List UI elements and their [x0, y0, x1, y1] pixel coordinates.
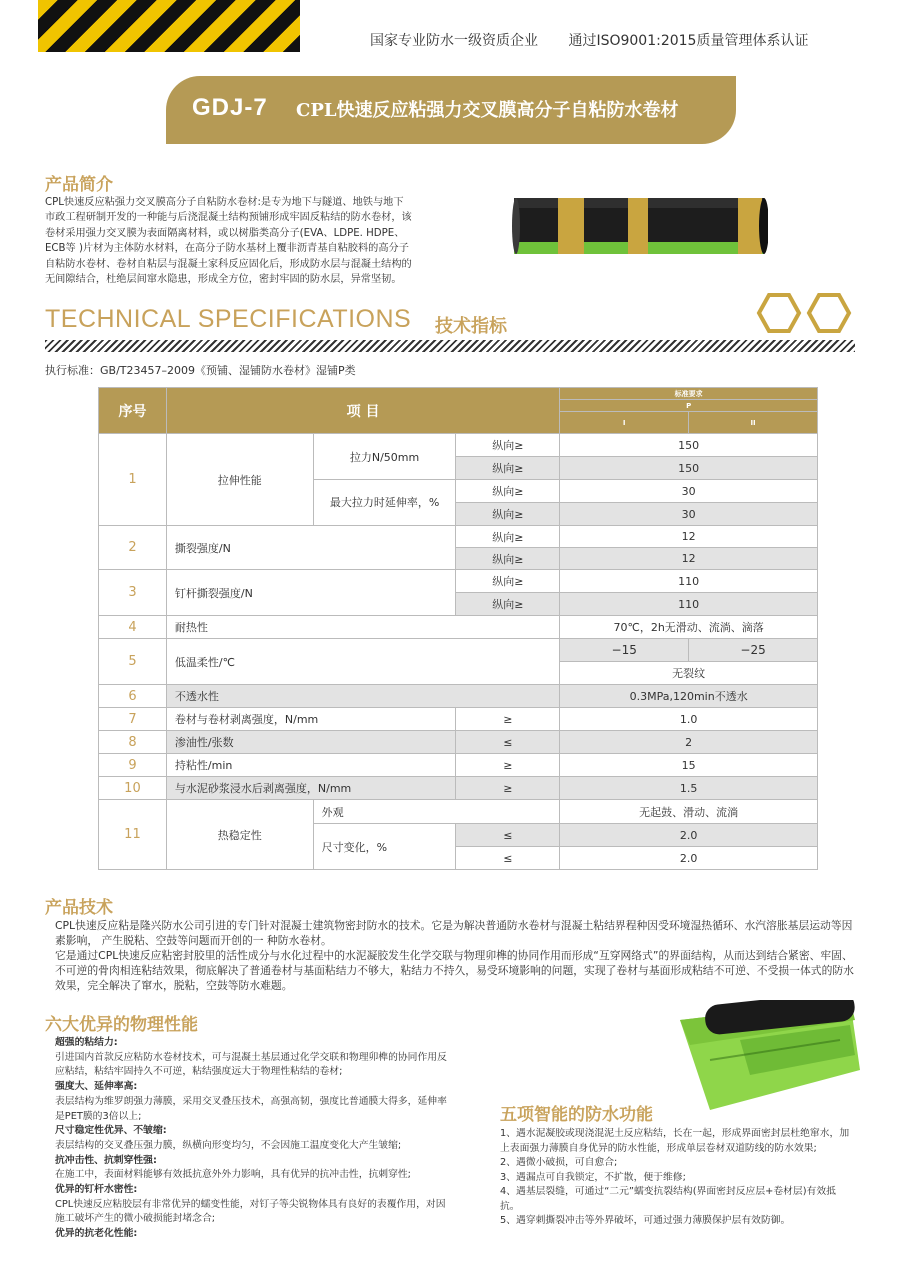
row-value: 110	[560, 593, 818, 616]
row-no: 10	[99, 777, 167, 800]
row-name: 热稳定性	[166, 800, 313, 870]
ptech-text	[55, 918, 855, 993]
row-name: 与水泥砂浆浸水后剥离强度，N/mm	[166, 777, 456, 800]
row-direction: 纵向≥	[456, 434, 560, 457]
row-no: 11	[99, 800, 167, 870]
row-name: 钉杆撕裂强度/N	[166, 570, 456, 616]
property-title: 超强的粘结力:	[55, 1037, 118, 1048]
row-direction: 纵向≥	[456, 457, 560, 480]
row-subname: 最大拉力时延伸率，%	[313, 480, 456, 526]
row-name: 不透水性	[166, 685, 559, 708]
row-name: 持粘性/min	[166, 754, 456, 777]
product-code: GDJ-7	[192, 94, 268, 121]
row-value: 无裂纹	[560, 662, 818, 685]
row-value: 150	[560, 434, 818, 457]
intro-text: CPL快速反应粘强力交叉膜高分子自粘防水卷材:是专为地下与隧道、地铁与地下市政工程研制开发的一种能与后浇混凝土结构预铺形成牢固反粘结的防水卷材，该卷材采用强力交叉膜为表面隔离材料，或以树脂类高分子(EVA、LDPE. HDPE、ECB等 )片材为主体防水材料，在高分子防水基材上覆非沥青基自粘胶料的高分子自粘防水卷材、卷材自粘层与混凝土家科反应固化后，形成防水层与混凝土结构的无间隙结合，杜绝层间窜水隐患，形成全方位，密封牢固的防水层，异常坚韧。	[45, 197, 412, 286]
row-no: 8	[99, 731, 167, 754]
row-value: 70℃，2h无滑动、流淌、滴落	[560, 616, 818, 639]
row-value: 150	[560, 457, 818, 480]
spec-table	[98, 387, 818, 870]
tech-title-cn: 技术指标	[435, 316, 507, 337]
col-header-no: 序号	[99, 388, 167, 434]
col-header-i: I	[560, 412, 689, 434]
membrane-photo-image	[650, 1000, 860, 1110]
title-banner	[166, 76, 736, 144]
product-roll-image	[510, 190, 768, 260]
five-heading: 五项智能的防水功能	[500, 1105, 653, 1125]
function-item: 1、遇水泥凝胶或现浇混泥土反应粘结，长在一起，形成界面密封层杜绝窜水，加上表面强力薄膜自身优异的防水性能，形成单层卷材双道防线的防水效果;	[500, 1128, 850, 1154]
row-subname: 拉力N/50mm	[313, 434, 456, 480]
row-no: 4	[99, 616, 167, 639]
product-title: CPL快速反应粘强力交叉膜高分子自粘防水卷材	[296, 100, 679, 121]
row-no: 7	[99, 708, 167, 731]
six-heading: 六大优异的物理性能	[45, 1015, 198, 1035]
intro-heading: 产品简介	[45, 175, 113, 195]
tech-title-en: TECHNICAL SPECIFICATIONS	[45, 305, 412, 333]
six-properties-list	[55, 1036, 453, 1242]
property-title: 优异的钉杆水密性:	[55, 1184, 138, 1196]
function-item: 5、遇穿刺撕裂冲击等外界破坏，可通过强力薄膜保护层有效防御。	[500, 1215, 791, 1226]
hatched-divider	[45, 340, 855, 352]
function-item: 3、遇漏点可自我锁定，不扩散，便于维修;	[500, 1171, 686, 1183]
property-desc: 在施工中，表面材料能够有效抵抗意外外力影响，具有优异的抗冲击性，抗刺穿性;	[55, 1169, 411, 1181]
row-value-i: −15	[560, 639, 689, 662]
row-operator: ≤	[456, 847, 560, 870]
row-name: 低温柔性/℃	[166, 639, 559, 685]
ptech-heading: 产品技术	[45, 898, 113, 918]
row-value: 30	[560, 503, 818, 526]
row-value: 15	[560, 754, 818, 777]
property-title: 强度大、延伸率高:	[55, 1081, 138, 1093]
row-subname: 外观	[313, 800, 560, 824]
row-no: 1	[99, 434, 167, 526]
row-operator: ≥	[456, 777, 560, 800]
row-direction: 纵向≥	[456, 503, 560, 526]
row-value: 2.0	[560, 824, 818, 847]
cert-iso: 通过ISO9001:2015质量管理体系认证	[568, 33, 809, 49]
property-title: 优异的抗老化性能:	[55, 1228, 138, 1240]
row-name: 渗油性/张数	[166, 731, 456, 754]
row-value: 12	[560, 526, 818, 548]
col-header-item: 项 目	[166, 388, 559, 434]
row-operator: ≥	[456, 754, 560, 777]
property-desc: 表层结构为维罗朗强力薄膜，采用交叉叠压技术，高强高韧，强度比普通膜大得多，延伸率是PET膜的3倍以上;	[55, 1095, 447, 1122]
hexagon-decoration-icon	[755, 290, 855, 336]
row-operator: ≤	[456, 824, 560, 847]
row-subname: 尺寸变化，%	[313, 824, 456, 870]
property-desc: 表层结构的交叉叠压强力膜，纵横向形变均匀，不会因施工温度变化大产生皱缩;	[55, 1139, 402, 1151]
row-no: 5	[99, 639, 167, 685]
header-certifications	[370, 30, 834, 50]
function-item: 2、遇微小破损，可自愈合;	[500, 1157, 618, 1168]
row-value: 2	[560, 731, 818, 754]
row-direction: 纵向≥	[456, 570, 560, 593]
cert-qualification: 国家专业防水一级资质企业	[370, 33, 538, 49]
row-no: 3	[99, 570, 167, 616]
row-value: 2.0	[560, 847, 818, 870]
row-value: 无起鼓、滑动、流淌	[560, 800, 818, 824]
property-title: 抗冲击性、抗刺穿性强:	[55, 1154, 157, 1166]
col-header-ii: II	[689, 412, 818, 434]
row-value: 110	[560, 570, 818, 593]
row-value: 1.5	[560, 777, 818, 800]
row-operator: ≤	[456, 731, 560, 754]
row-no: 9	[99, 754, 167, 777]
ptech-paragraph-2: 它是通过CPL快速反应粘密封胶里的活性成分与水化过程中的水泥凝胶发生化学交联与物理卯榫的协同作用而形成“互穿网络式”的界面结构，从而达到结合紧密、牢固、不可逆的骨肉相连粘结效果，彻底解决了普通卷材与基面粘结力不够大，粘结力不持久，易受环境影响的问题，实现了卷材与基面形成粘结不可逆、不受损一体式的防水效果，完全解决了窜水，脱粘，空鼓等防水难题。	[55, 949, 854, 992]
property-desc: CPL快速反应粘胶层有非常优异的蠕变性能，对钉子等尖锐物体具有良好的表覆作用，对因施工破坏产生的微小破损能封堵念合;	[55, 1198, 446, 1225]
standard-reference: 执行标准：GB/T23457–2009《预铺、湿铺防水卷材》湿铺P类	[45, 364, 356, 377]
col-header-requirement: 标准要求	[560, 388, 818, 400]
row-value-ii: −25	[689, 639, 818, 662]
property-title: 尺寸稳定性优异、不皱缩:	[55, 1125, 167, 1137]
col-header-p: P	[560, 400, 818, 412]
function-item: 4、遇基层裂缝，可通过“二元”蠕变抗裂结构(界面密封反应层+卷材层)有效抵抗。	[500, 1186, 836, 1212]
row-value: 1.0	[560, 708, 818, 731]
row-value: 0.3MPa,120min不透水	[560, 685, 818, 708]
row-direction: 纵向≥	[456, 480, 560, 503]
row-name: 撕裂强度/N	[166, 526, 456, 570]
row-operator: ≥	[456, 708, 560, 731]
row-direction: 纵向≥	[456, 526, 560, 548]
hazard-stripes	[38, 0, 300, 52]
row-no: 2	[99, 526, 167, 570]
row-name: 卷材与卷材剥离强度，N/mm	[166, 708, 456, 731]
row-direction: 纵向≥	[456, 593, 560, 616]
property-desc: 引进国内首款反应粘防水卷材技术，可与混凝土基层通过化学交联和物理卯榫的协同作用反应粘结，粘结牢固持久不可逆，粘结强度远大于物理性粘结的卷材;	[55, 1051, 447, 1078]
row-direction: 纵向≥	[456, 548, 560, 570]
row-no: 6	[99, 685, 167, 708]
row-name: 拉伸性能	[166, 434, 313, 526]
row-value: 30	[560, 480, 818, 503]
ptech-paragraph-1: CPL快速反应粘是隆兴防水公司引进的专门针对混凝士建筑物密封防水的技术。它是为解决普通防水卷材与混凝土粘结界程种因受环境湿热循环、水汽溶胀基层运动等因素影响， 产生脱粘、空鼓等问题而开创的一 种防水卷材。	[55, 919, 853, 947]
five-functions-list	[500, 1127, 850, 1229]
row-value: 12	[560, 548, 818, 570]
row-name: 耐热性	[166, 616, 559, 639]
